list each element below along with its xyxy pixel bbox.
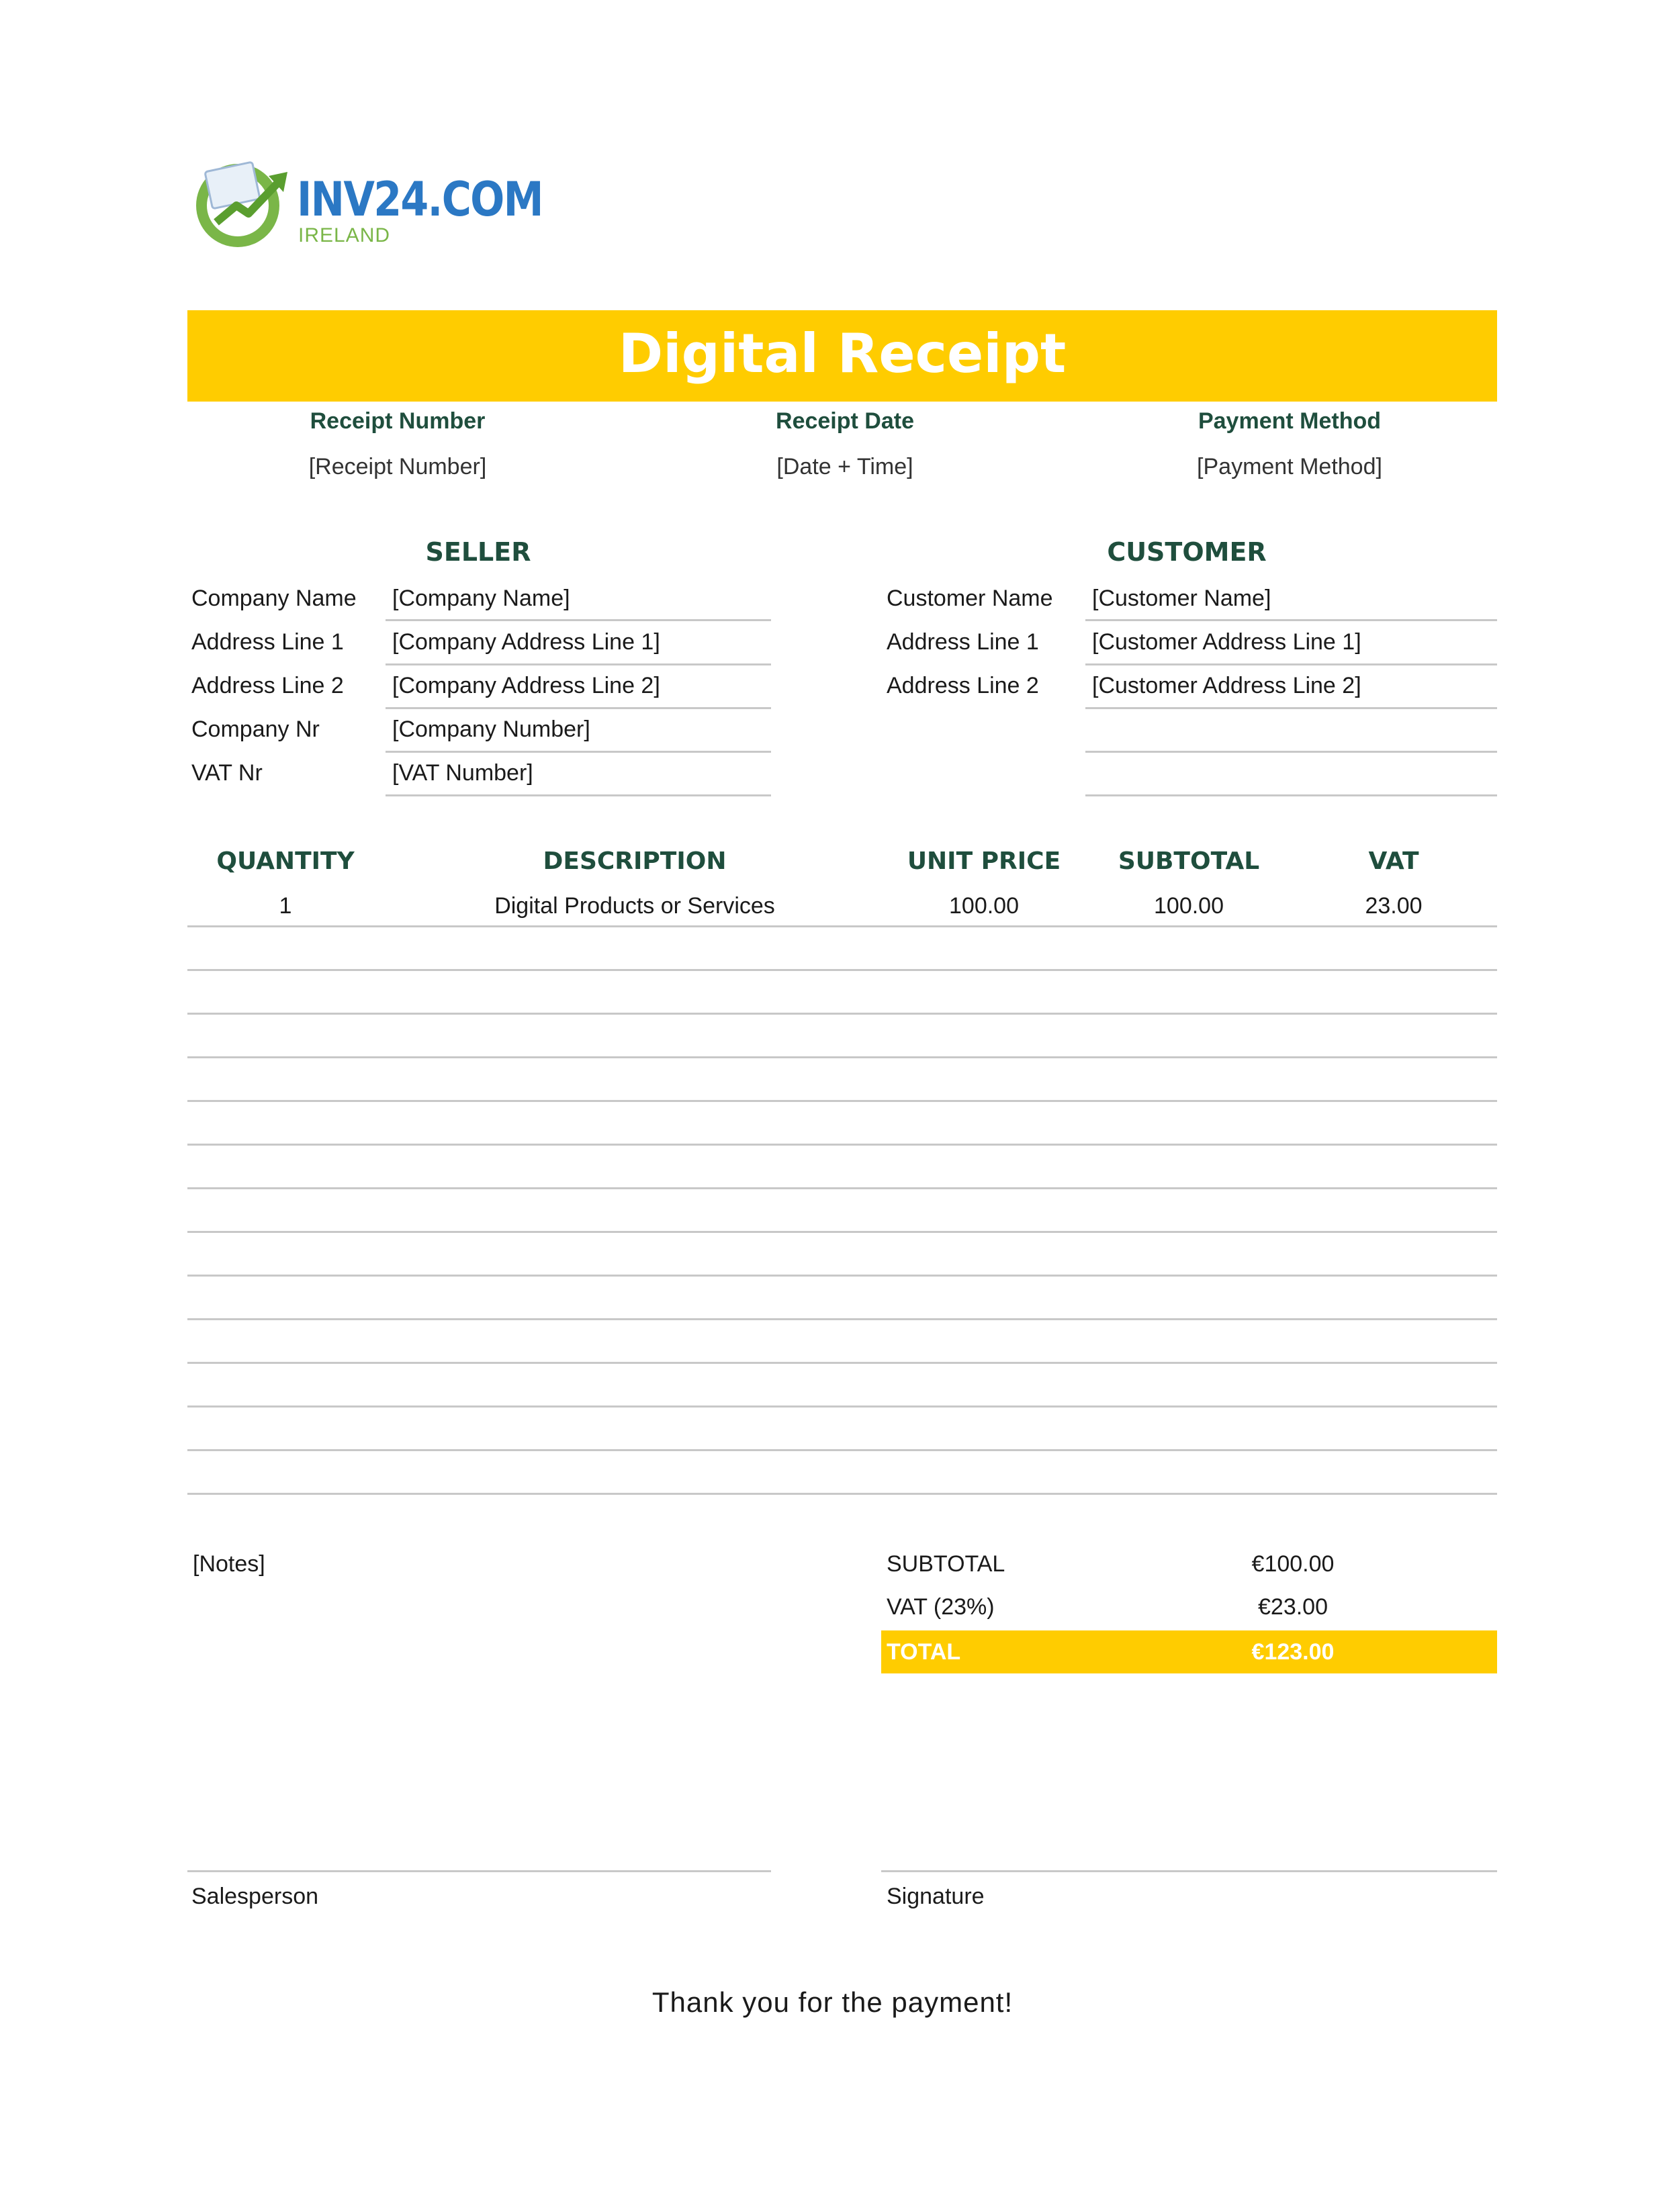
signature-line xyxy=(881,1870,1497,1872)
subtotal-label: SUBTOTAL xyxy=(887,1551,1005,1577)
company-logo xyxy=(189,152,543,252)
seller-address-1-value: [Company Address Line 1] xyxy=(392,629,660,655)
customer-name-label: Customer Name xyxy=(887,586,1053,611)
seller-company-nr-label: Company Nr xyxy=(191,717,320,742)
divider xyxy=(386,794,771,796)
title-banner xyxy=(187,310,1497,402)
col-header-description: DESCRIPTION xyxy=(543,847,727,875)
payment-method-value: [Payment Method] xyxy=(1197,454,1382,479)
total-label: TOTAL xyxy=(887,1639,961,1665)
divider xyxy=(386,751,771,753)
table-row-divider xyxy=(187,1056,1497,1058)
customer-address-2-value: [Customer Address Line 2] xyxy=(1092,673,1361,698)
table-row-divider xyxy=(187,1318,1497,1320)
table-row-divider xyxy=(187,1144,1497,1146)
signature-label: Signature xyxy=(887,1884,985,1909)
seller-title: SELLER xyxy=(425,537,531,567)
item-subtotal: 100.00 xyxy=(1154,893,1224,919)
divider xyxy=(1085,663,1497,665)
vat-label: VAT (23%) xyxy=(887,1594,995,1620)
seller-company-nr-value: [Company Number] xyxy=(392,717,590,742)
logo-emblem-icon xyxy=(189,152,297,252)
customer-address-2-label: Address Line 2 xyxy=(887,673,1039,698)
seller-address-2-value: [Company Address Line 2] xyxy=(392,673,660,698)
page-title: Digital Receipt xyxy=(618,322,1067,385)
seller-company-name-label: Company Name xyxy=(191,586,357,611)
seller-address-1-label: Address Line 1 xyxy=(191,629,344,655)
receipt-number-value: [Receipt Number] xyxy=(308,454,487,479)
total-value: €123.00 xyxy=(1251,1639,1335,1665)
divider xyxy=(1085,751,1497,753)
divider xyxy=(1085,619,1497,621)
table-row-divider xyxy=(187,1362,1497,1364)
customer-title: CUSTOMER xyxy=(1107,537,1267,567)
table-row-divider xyxy=(187,1405,1497,1408)
receipt-date-value: [Date + Time] xyxy=(776,454,913,479)
col-header-subtotal: SUBTOTAL xyxy=(1118,847,1260,875)
thank-you-message: Thank you for the payment! xyxy=(651,1986,1014,2018)
table-row-divider xyxy=(187,925,1497,927)
receipt-date-label: Receipt Date xyxy=(776,408,914,434)
divider xyxy=(1085,707,1497,709)
logo-subtitle: IRELAND xyxy=(298,224,391,246)
col-header-unit-price: UNIT PRICE xyxy=(907,847,1061,875)
item-quantity: 1 xyxy=(279,893,292,919)
divider xyxy=(386,707,771,709)
customer-address-1-label: Address Line 1 xyxy=(887,629,1039,655)
table-row-divider xyxy=(187,1275,1497,1277)
divider xyxy=(386,663,771,665)
table-row-divider xyxy=(187,1449,1497,1451)
divider xyxy=(386,619,771,621)
vat-value: €23.00 xyxy=(1258,1594,1328,1620)
subtotal-value: €100.00 xyxy=(1251,1551,1335,1577)
item-vat: 23.00 xyxy=(1365,893,1423,919)
table-row-divider xyxy=(187,969,1497,971)
table-row-divider xyxy=(187,1493,1497,1495)
logo-name: INV24.COM xyxy=(297,172,543,227)
seller-vat-nr-value: [VAT Number] xyxy=(392,760,533,786)
table-row-divider xyxy=(187,1013,1497,1015)
item-description: Digital Products or Services xyxy=(494,893,775,919)
seller-address-2-label: Address Line 2 xyxy=(191,673,344,698)
seller-vat-nr-label: VAT Nr xyxy=(191,760,263,786)
payment-method-label: Payment Method xyxy=(1198,408,1382,434)
col-header-quantity: QUANTITY xyxy=(216,847,355,875)
seller-company-name-value: [Company Name] xyxy=(392,586,570,611)
salesperson-label: Salesperson xyxy=(191,1884,319,1909)
total-row xyxy=(881,1630,1497,1673)
notes: [Notes] xyxy=(193,1551,265,1577)
col-header-vat: VAT xyxy=(1368,847,1419,875)
table-row-divider xyxy=(187,1231,1497,1233)
divider xyxy=(1085,794,1497,796)
table-row-divider xyxy=(187,1187,1497,1189)
receipt-number-label: Receipt Number xyxy=(310,408,486,434)
salesperson-line xyxy=(187,1870,771,1872)
table-row-divider xyxy=(187,1100,1497,1102)
customer-name-value: [Customer Name] xyxy=(1092,586,1271,611)
item-unit-price: 100.00 xyxy=(949,893,1019,919)
customer-address-1-value: [Customer Address Line 1] xyxy=(1092,629,1361,655)
